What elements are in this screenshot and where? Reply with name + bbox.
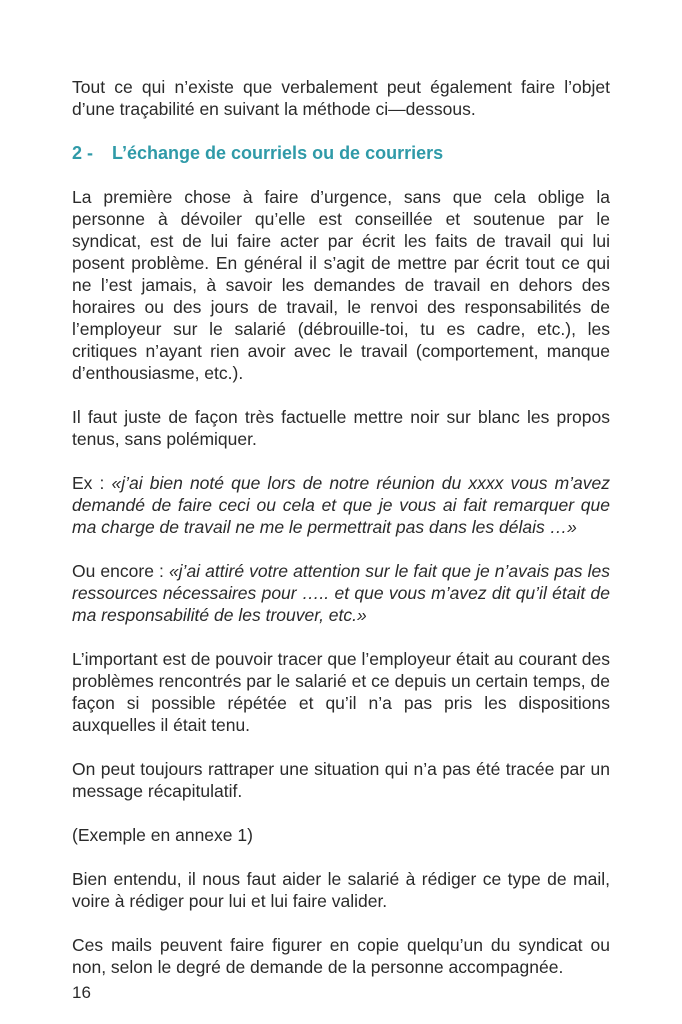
example-one-quote: «j’ai bien noté que lors de notre réunion du xxxx vous m’avez demandé de faire ceci ou cela et que je vous ai fait remarquer que ma charge de travail ne me le permettrait pas dans les délais …» <box>72 473 610 537</box>
paragraph-help: Bien entendu, il nous faut aider le salarié à rédiger ce type de mail, voire à rédiger pour lui et lui faire valider. <box>72 869 610 911</box>
section-heading <box>72 142 610 164</box>
example-two-quote: «j’ai attiré votre attention sur le fait que je n’avais pas les ressources nécessaires pour ….. et que vous m’avez dit qu’il était de ma responsabilité de les trouver, etc.» <box>72 561 610 625</box>
page-number: 16 <box>72 983 91 1002</box>
paragraph-annex-ref: (Exemple en annexe 1) <box>72 825 253 845</box>
example-two <box>72 560 610 626</box>
paragraph-copy: Ces mails peuvent faire figurer en copie quelqu’un du syndicat ou non, selon le degré de demande de la personne accompagnée. <box>72 935 610 977</box>
paragraph-recap: On peut toujours rattraper une situation qui n’a pas été tracée par un message récapitulatif. <box>72 759 610 801</box>
paragraph-important: L’important est de pouvoir tracer que l’employeur était au courant des problèmes rencontrés par le salarié et ce depuis un certain temps, de façon si possible répétée et qu’il n’a pas pris les dispositions auxquelles il était tenu. <box>72 649 610 735</box>
paragraph-intro: Tout ce qui n’existe que verbalement peut également faire l’objet d’une traçabilité en suivant la méthode ci—dessous. <box>72 77 610 119</box>
paragraph-first-step: La première chose à faire d’urgence, sans que cela oblige la personne à dévoiler qu’elle est conseillée et soutenue par le syndicat, est de lui faire acter par écrit les faits de travail qui lui posent problème. En général il s’agit de mettre par écrit tout ce qui ne l’est jamais, à savoir les demandes de travail en dehors des horaires ou des jours de travail, le renvoi des responsabilités de l’employeur sur le salarié (débrouille-toi, tu es cadre, etc.), les critiques n’ayant rien avoir avec le travail (comportement, manque d’enthousiasme, etc.). <box>72 187 610 383</box>
section-number: 2 - <box>72 143 94 163</box>
paragraph-factual: Il faut juste de façon très factuelle mettre noir sur blanc les propos tenus, sans polémiquer. <box>72 407 610 449</box>
example-two-lead: Ou encore : <box>72 561 169 581</box>
section-title: L’échange de courriels ou de courriers <box>112 143 444 163</box>
example-one-lead: Ex : <box>72 473 112 493</box>
example-one <box>72 472 610 538</box>
document-body <box>72 76 610 1000</box>
